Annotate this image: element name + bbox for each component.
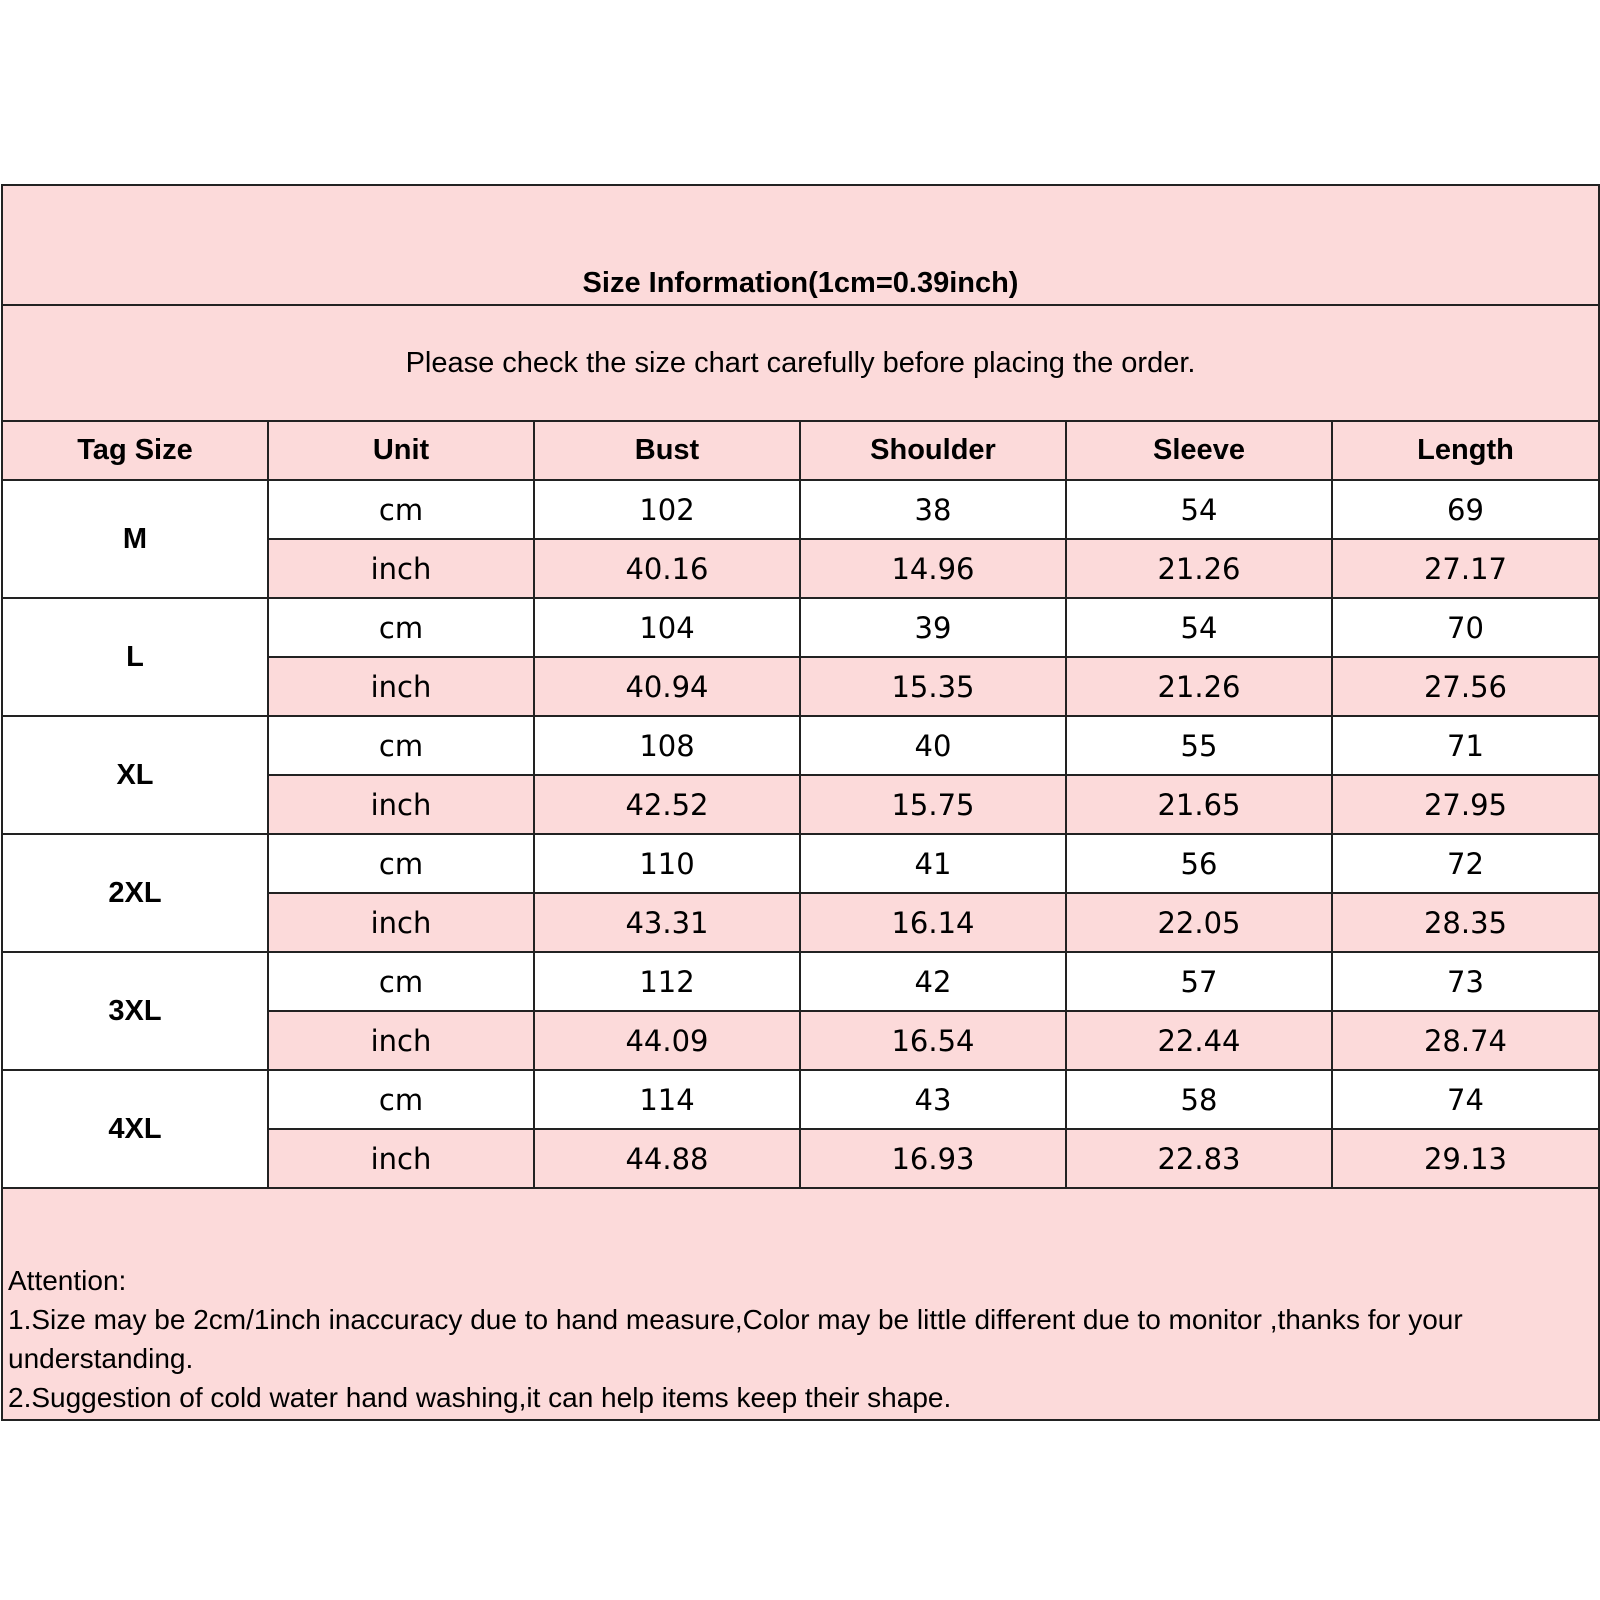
tag-size-cell: 2XL [2, 834, 268, 952]
attention-line-1: 1.Size may be 2cm/1inch inaccuracy due to hand measure,Color may be little different due to monitor ,thanks for your understanding. [8, 1304, 1463, 1374]
shoulder-cell: 42 [800, 952, 1066, 1011]
shoulder-cell: 43 [800, 1070, 1066, 1129]
length-cell: 28.35 [1332, 893, 1599, 952]
bust-cell: 44.09 [534, 1011, 800, 1070]
sleeve-cell: 54 [1066, 480, 1332, 539]
size-row-cm [2, 834, 1599, 893]
bust-cell: 44.88 [534, 1129, 800, 1188]
attention-heading: Attention: [8, 1265, 127, 1296]
shoulder-cell: 14.96 [800, 539, 1066, 598]
length-cell: 27.95 [1332, 775, 1599, 834]
unit-cell: cm [268, 480, 534, 539]
chart-subtitle: Please check the size chart carefully before placing the order. [2, 305, 1599, 421]
unit-cell: cm [268, 598, 534, 657]
shoulder-cell: 40 [800, 716, 1066, 775]
attention-notes [2, 1188, 1599, 1420]
tag-size-cell: L [2, 598, 268, 716]
shoulder-cell: 16.14 [800, 893, 1066, 952]
unit-cell: cm [268, 1070, 534, 1129]
bust-cell: 40.16 [534, 539, 800, 598]
length-cell: 69 [1332, 480, 1599, 539]
header-shoulder: Shoulder [800, 421, 1066, 480]
chart-title: Size Information(1cm=0.39inch) [2, 185, 1599, 305]
length-cell: 73 [1332, 952, 1599, 1011]
shoulder-cell: 15.35 [800, 657, 1066, 716]
bust-cell: 112 [534, 952, 800, 1011]
header-length: Length [1332, 421, 1599, 480]
sleeve-cell: 58 [1066, 1070, 1332, 1129]
bust-cell: 110 [534, 834, 800, 893]
size-chart-table [1, 184, 1600, 1421]
shoulder-cell: 39 [800, 598, 1066, 657]
unit-cell: cm [268, 834, 534, 893]
unit-cell: inch [268, 1011, 534, 1070]
sleeve-cell: 55 [1066, 716, 1332, 775]
shoulder-cell: 16.93 [800, 1129, 1066, 1188]
header-tag-size: Tag Size [2, 421, 268, 480]
sleeve-cell: 56 [1066, 834, 1332, 893]
bust-cell: 114 [534, 1070, 800, 1129]
unit-cell: inch [268, 893, 534, 952]
bust-cell: 108 [534, 716, 800, 775]
length-cell: 71 [1332, 716, 1599, 775]
shoulder-cell: 16.54 [800, 1011, 1066, 1070]
unit-cell: inch [268, 539, 534, 598]
unit-cell: inch [268, 775, 534, 834]
shoulder-cell: 41 [800, 834, 1066, 893]
tag-size-cell: 3XL [2, 952, 268, 1070]
unit-cell: cm [268, 952, 534, 1011]
unit-cell: cm [268, 716, 534, 775]
sleeve-cell: 22.44 [1066, 1011, 1332, 1070]
size-row-cm [2, 1070, 1599, 1129]
sleeve-cell: 57 [1066, 952, 1332, 1011]
sleeve-cell: 21.26 [1066, 539, 1332, 598]
sleeve-cell: 54 [1066, 598, 1332, 657]
size-row-cm [2, 952, 1599, 1011]
length-cell: 74 [1332, 1070, 1599, 1129]
header-unit: Unit [268, 421, 534, 480]
size-chart-sheet [1, 184, 1598, 1415]
attention-line-2: 2.Suggestion of cold water hand washing,it can help items keep their shape. [8, 1382, 952, 1413]
header-bust: Bust [534, 421, 800, 480]
length-cell: 27.56 [1332, 657, 1599, 716]
unit-cell: inch [268, 1129, 534, 1188]
tag-size-cell: XL [2, 716, 268, 834]
unit-cell: inch [268, 657, 534, 716]
sleeve-cell: 21.26 [1066, 657, 1332, 716]
sleeve-cell: 22.83 [1066, 1129, 1332, 1188]
tag-size-cell: 4XL [2, 1070, 268, 1188]
header-sleeve: Sleeve [1066, 421, 1332, 480]
sleeve-cell: 21.65 [1066, 775, 1332, 834]
bust-cell: 104 [534, 598, 800, 657]
shoulder-cell: 38 [800, 480, 1066, 539]
size-row-cm [2, 716, 1599, 775]
bust-cell: 40.94 [534, 657, 800, 716]
length-cell: 72 [1332, 834, 1599, 893]
length-cell: 27.17 [1332, 539, 1599, 598]
sleeve-cell: 22.05 [1066, 893, 1332, 952]
bust-cell: 42.52 [534, 775, 800, 834]
length-cell: 28.74 [1332, 1011, 1599, 1070]
size-row-cm [2, 598, 1599, 657]
size-row-cm [2, 480, 1599, 539]
length-cell: 70 [1332, 598, 1599, 657]
length-cell: 29.13 [1332, 1129, 1599, 1188]
tag-size-cell: M [2, 480, 268, 598]
bust-cell: 43.31 [534, 893, 800, 952]
bust-cell: 102 [534, 480, 800, 539]
shoulder-cell: 15.75 [800, 775, 1066, 834]
